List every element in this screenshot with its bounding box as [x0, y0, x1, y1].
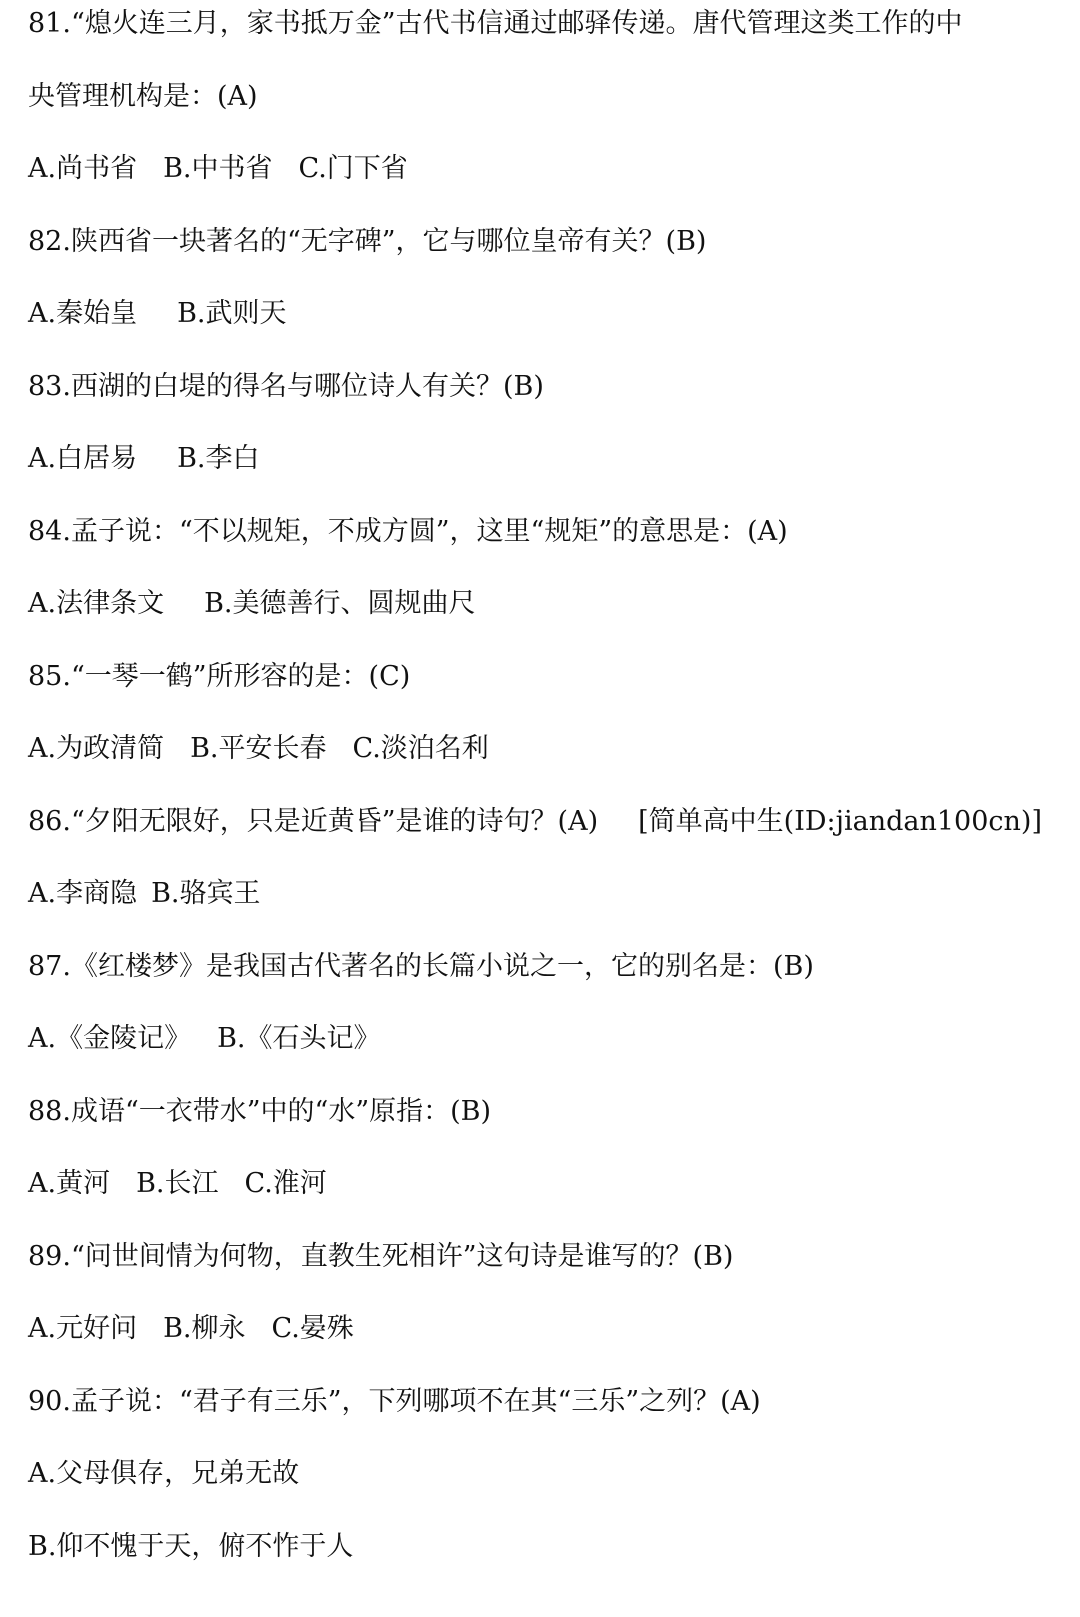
question-90-text: 90.孟子说：“君子有三乐”，下列哪项不在其“三乐”之列？(A): [28, 1386, 761, 1417]
question-85-text: 85.“一琴一鹤”所形容的是：(C): [28, 661, 411, 692]
option-c: C.门下省: [298, 153, 408, 184]
source-watermark-text: [简单高中生(ID:jiandan100cn)]: [638, 806, 1042, 837]
option-a: A.元好问: [28, 1313, 138, 1344]
question-90-option-b: B.仰不愧于天，俯不怍于人: [28, 1531, 354, 1562]
option-c: C.淮河: [244, 1168, 327, 1199]
question-86-question: 86.“夕阳无限好，只是近黄昏”是谁的诗句？(A): [28, 806, 599, 837]
option-b: B.柳永: [163, 1313, 246, 1344]
question-88-options: [28, 1164, 1060, 1204]
question-81-options: [28, 149, 1060, 189]
question-82-text: 82.陕西省一块著名的“无字碑”，它与哪位皇帝有关？(B): [28, 226, 707, 257]
option-a: A.尚书省: [28, 153, 138, 184]
question-89-text: 89.“问世间情为何物，直教生死相许”这句诗是谁写的？(B): [28, 1241, 734, 1272]
option-a: A.法律条文: [28, 588, 165, 619]
option-b: B.中书省: [163, 153, 273, 184]
question-82-options: [28, 294, 1060, 334]
option-b: B.武则天: [177, 298, 287, 329]
question-87-options: [28, 1019, 1060, 1059]
option-a: A.白居易: [28, 443, 138, 474]
question-84-options: [28, 584, 1060, 624]
question-86-options: [28, 874, 1060, 914]
question-81-text: 81.“熄火连三月，家书抵万金”古代书信通过邮驿传递。唐代管理这类工作的中: [28, 8, 963, 39]
option-a: A.黄河: [28, 1168, 111, 1199]
option-b: B.《石头记》: [217, 1023, 381, 1054]
option-b: B.骆宾王: [151, 878, 261, 909]
option-a: A.为政清简: [28, 733, 165, 764]
question-85-options: [28, 729, 1060, 769]
option-c: C.淡泊名利: [352, 733, 489, 764]
option-b: B.美德善行、圆规曲尺: [204, 588, 476, 619]
question-84-text: 84.孟子说：“不以规矩，不成方圆”，这里“规矩”的意思是：(A): [28, 516, 788, 547]
option-b: B.平安长春: [190, 733, 327, 764]
option-a: A.李商隐: [28, 878, 138, 909]
question-83-options: [28, 439, 1060, 479]
question-90-option-a: A.父母俱存，兄弟无故: [28, 1458, 300, 1489]
question-83-text: 83.西湖的白堤的得名与哪位诗人有关？(B): [28, 371, 544, 402]
question-86-text: [28, 802, 1060, 842]
question-87-text: 87.《红楼梦》是我国古代著名的长篇小说之一，它的别名是：(B): [28, 951, 814, 982]
option-b: B.长江: [136, 1168, 219, 1199]
question-89-options: [28, 1309, 1060, 1349]
option-c: C.晏殊: [271, 1313, 354, 1344]
option-a: A.《金陵记》: [28, 1023, 192, 1054]
option-b: B.李白: [177, 443, 260, 474]
question-88-text: 88.成语“一衣带水”中的“水”原指：(B): [28, 1096, 492, 1127]
question-81-text-continued: 央管理机构是：(A): [28, 81, 258, 112]
option-a: A.秦始皇: [28, 298, 138, 329]
